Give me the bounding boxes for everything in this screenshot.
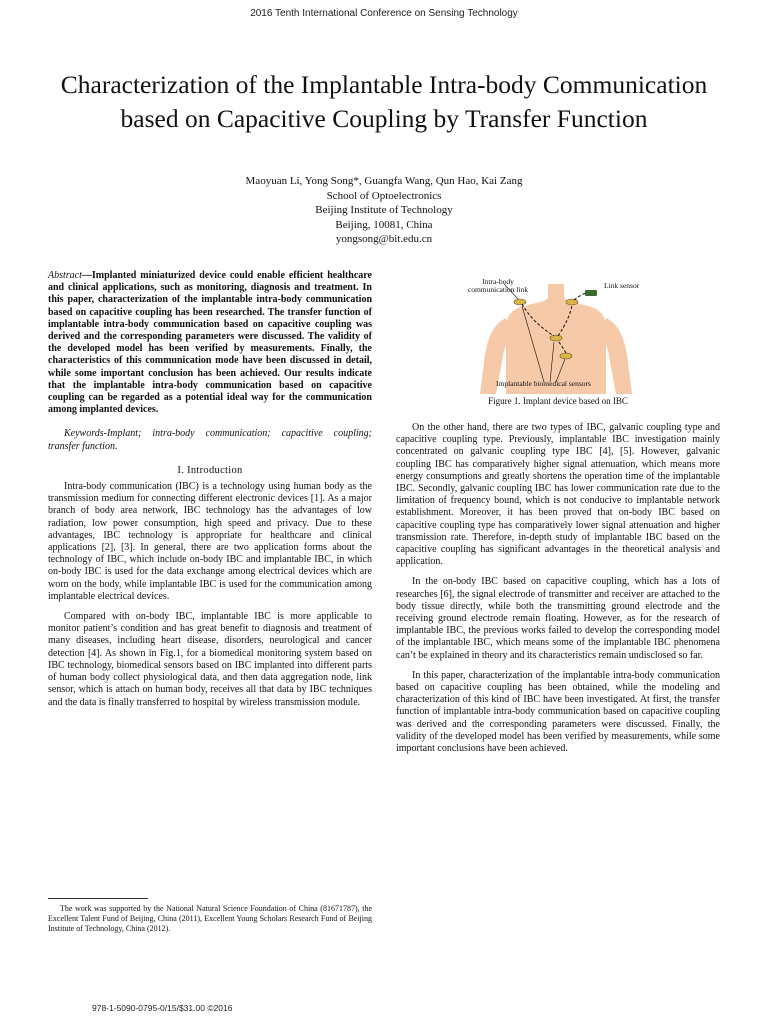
conference-header: 2016 Tenth International Conference on Sensing Technology [250,8,518,19]
intro-paragraph-1: Intra-body communication (IBC) is a technology using human body as the transmission medium for connecting different electronic devices [1]. As a major branch of body area network, IBC technology has the advantages of low radiation, low power consumption, high speed and privacy. Due to these advantages, IBC technology is appropriate for healthcare and clinical applications [2], [3]. In general, there are two application forms about the technology of IBC, which include on-body IBC and implantable IBC, in which on-body IBC is used for the data exchange among electrical devices which are worn on the body, while implantable IBC is used for the communication among implantable electrical devices. [48,481,372,602]
author-city: Beijing, 10081, China [335,218,433,231]
right-paragraph-2: In the on-body IBC based on capacitive coupling, which has a lots of researches [6], the signal electrode of transmitter and receiver are attached to the body tissue directly, while both the transmitting ground electrode and the receiving ground electrode remain floating. However, as for the research of implantable IBC, the previous works failed to develop the corresponding model of the implantable IBC, which means some of the implantable IBC phenomena can’t be explained in theory and its characteristics remain undisclosed so far. [396,576,720,661]
intro-paragraph-2: Compared with on-body IBC, implantable IBC is more applicable to monitor patient’s condition and has great benefit to diagnosis and treatment of many diseases, including heart disease, disorders, neurological and cancer detection [4]. As shown in Fig.1, for a biomedical monitoring system based on IBC technology, biomedical sensors based on IBC implanted into different parts of human body collect physiological data, and then data aggregation node, link sensor, which is attach on human body, receives all that data by IBC techniques and the data is finally transferred to hospital by wireless transmission module. [48,611,372,708]
ibc-link-line [574,293,586,300]
implant-sensor-icon [514,299,526,305]
footnote-divider [48,898,148,899]
isbn-footer: 978-1-5090-0795-0/15/$31.00 ©2016 [92,1003,233,1013]
implant-sensor-icon [566,299,578,305]
label-ibc-link: Intra-body communication link [467,277,529,294]
author-block [0,174,768,247]
author-email: yongsong@bit.edu.cn [335,233,433,245]
abstract-text: —Implanted miniaturized device could enable efficient healthcare and clinical applications, such as monitoring, diagnosis and treatment. In this paper, characterization of the implantable intra-body communication based on capacitive coupling has been researched. The transfer function of implantable intra-body communication based on capacitive coupling was derived and the corresponding parameters were discussed. The validity of the developed model has been verified by measurements. Finally, the characteristics of this communication mode have been discussed in detail, while some important conclusion has been achieved. Our results indicate that the implantable intra-body communication based on capacitive coupling can be regarded as a potential ideal way for the communication among implanted devices. [48,270,372,416]
abstract [48,270,372,416]
figure-1 [396,266,720,416]
label-link-sensor: Link sensor [604,281,640,290]
footnote: The work was supported by the National Natural Science Foundation of China (81671787), the Excellent Talent Fund of Beijing, China (2011), Excellent Young Scholars Research Fund of Beijing Institute of Technology, China (2012). [48,904,372,933]
right-paragraph-3: In this paper, characterization of the implantable intra-body communication based on capacitive coupling has been obtained, while the modeling and characterization of this kind of IBC have been investigated. At first, the transfer function of implantable intra-body communication based on capacitive coupling was derived and the corresponding parameters were discussed. Finally, the validity of the developed model has been verified by measurements, while some important conclusions have been achieved. [396,669,720,755]
right-column [396,422,720,763]
author-institute: Beijing Institute of Technology [315,204,453,216]
author-names: Maoyuan Li, Yong Song*, Guangfa Wang, Qun Hao, Kai Zang [245,175,523,187]
right-paragraph-1: On the other hand, there are two types of IBC, galvanic coupling type and capacitive coupling type. Previously, implantable IBC investigation mainly concentrated on galvanic coupling type IBC [4], [5]. However, galvanic coupling IBC has comparatively higher signal attenuation, which means more energy consumptions and greatly shortens the operation time of the implantable IBC. Secondly, galvanic coupling IBC has lower communication rate due to the limitation of frequency bound, which is not conducive to implantable network establishment. Moreover, it has been proved that on-body IBC based on capacitive coupling type has comparatively lower signal attenuation and higher transmission rate. Therefore, in-depth study of implantable IBC based on the capacitive coupling has significant advantages in the theoretical analysis and application. [396,422,720,568]
paper-title: Characterization of the Implantable Intra-body Communication based on Capacitive Coupling by Transfer Function [60,70,708,133]
implant-sensor-icon [560,353,572,359]
right-arm-shape [602,318,632,394]
section-heading-introduction: I. Introduction [177,464,243,476]
label-implantable-sensors: Implantable biomedical sensors [496,379,591,388]
keywords: Keywords-Implant; intra-body communication; capacitive coupling; transfer function. [48,428,372,452]
author-school: School of Optoelectronics [326,189,442,202]
neck-shape [548,284,564,300]
figure-caption: Figure 1. Implant device based on IBC [488,396,628,406]
abstract-lead: Abstract [48,270,82,281]
left-column [48,270,372,717]
link-sensor-icon [585,290,597,296]
implant-sensor-icon [550,335,562,341]
